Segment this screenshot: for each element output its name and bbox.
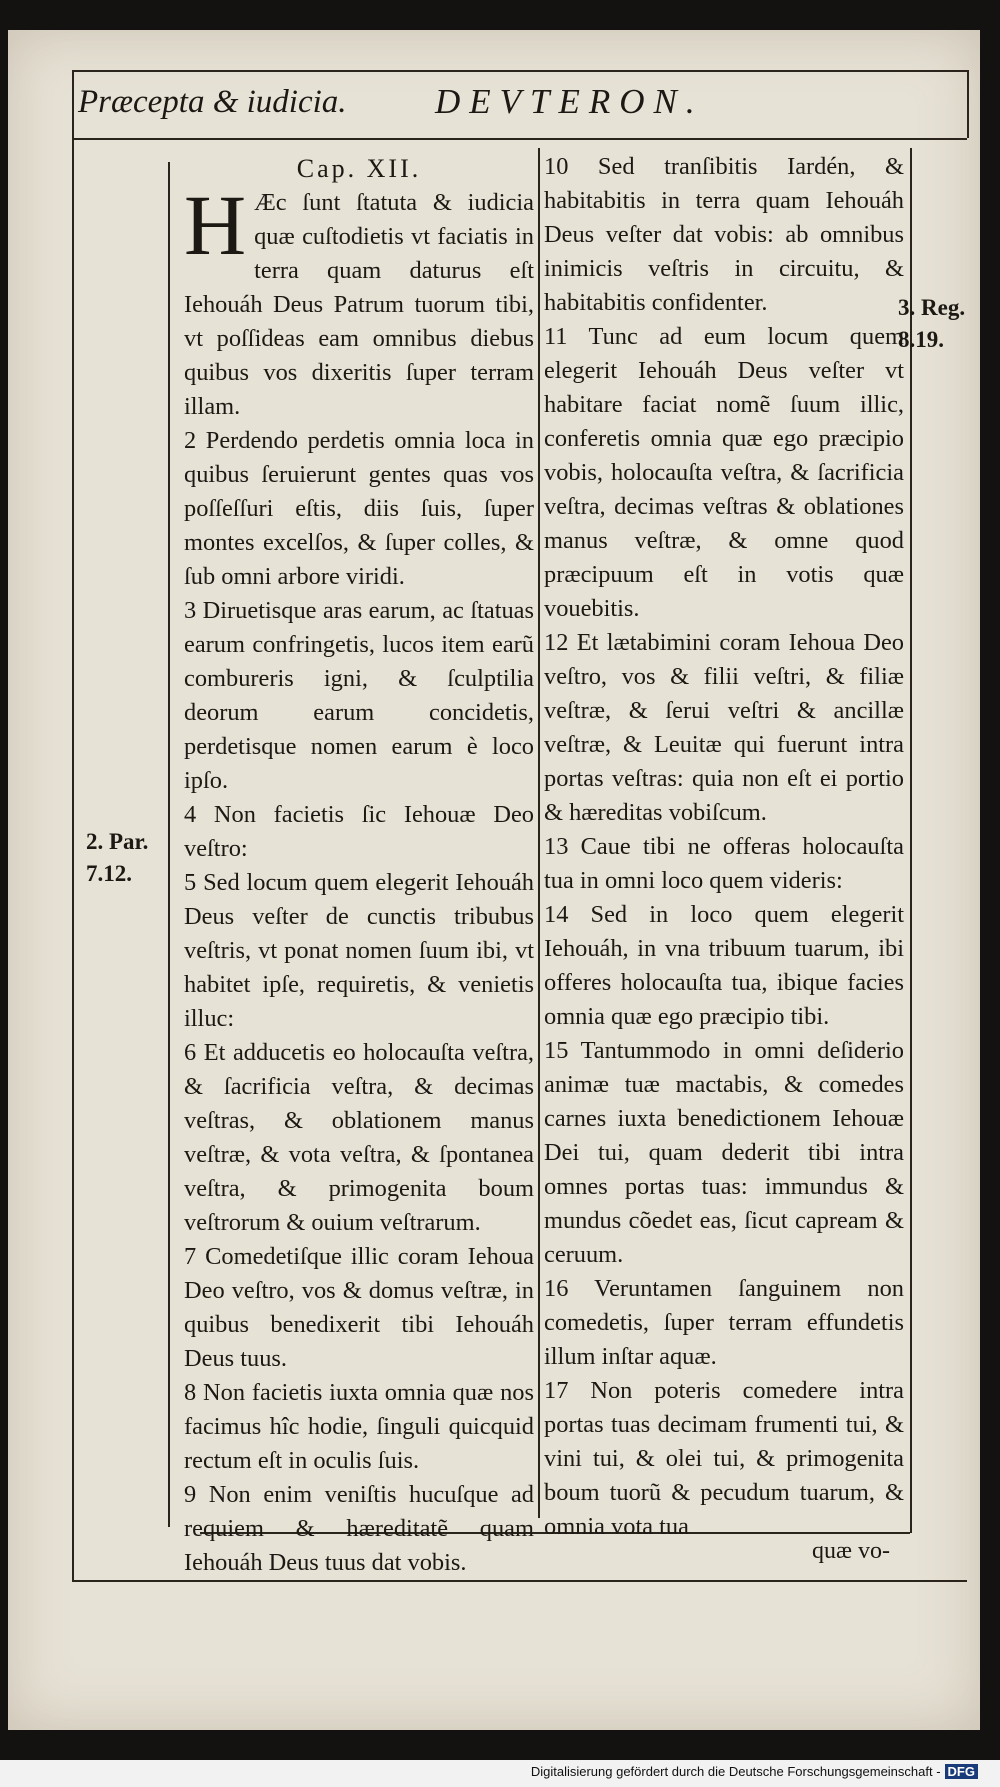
- verse-5: 5 Sed locum quem elegerit Iehouáh Deus veſter de cunctis tribubus veſtris, vt ponat nomen ſuum ibi, vt habitet ipſe, requiretis, & venietis illuc:: [184, 869, 534, 1032]
- verse-2: 2 Perdendo perdetis omnia loca in quibus ſeruierunt gentes quas vos poſſeſſuri eſtis, diis ſuis, ſuper montes excelſos, & ſuper colles, & ſub omni arbore viridi.: [184, 427, 534, 590]
- frame-rule-top: [72, 70, 967, 72]
- catchword: quæ vo-: [812, 1538, 890, 1564]
- dfg-logo: DFG: [945, 1764, 978, 1779]
- verse-16: 16 Veruntamen ſanguinem non comedetis, ſuper terram effundetis illum inſtar aquæ.: [544, 1275, 904, 1370]
- verse-1-text: Æc ſunt ſtatuta & iudicia quæ cuſtodietis vt faciatis in terra quam daturus eſt Iehouáh Deus Patrum tuorum tibi, vt poſſideas eam omnibus diebus quibus vos dixeritis ſuper terram illam.: [184, 189, 534, 420]
- chapter-heading: Cap. XII.: [296, 154, 422, 183]
- running-head-title: DEVTERON.: [435, 82, 704, 121]
- verse-6: 6 Et adducetis eo holocauſta veſtra, & ſacrificia veſtra, & decimas veſtras, & oblationem manus veſtræ, & vota veſtra, & ſpontanea veſtra, & primogenita boum veſtrorum & ouium veſtrarum.: [184, 1039, 534, 1236]
- verse-12: 12 Et lætabimini coram Iehoua Deo veſtro, vos & filii veſtri, & filiæ veſtræ, & ſerui veſtri & ancillæ veſtræ, & Leuitæ qui fuerunt intra portas veſtras: quia non eſt ei portio & hæreditas vobiſcum.: [544, 629, 904, 826]
- column-rule-middle: [538, 148, 540, 1518]
- verse-17: 17 Non poteris comedere intra portas tuas decimam frumenti tui, & vini tui, & olei tui, & primogenita boum tuorũ & pecudum tuarum, & omnia vota tua: [544, 1377, 904, 1540]
- running-head-left: Præcepta & iudicia.: [78, 84, 347, 120]
- verse-10: 10 Sed tranſibitis Iardén, & habitabitis in terra quam Iehouáh Deus veſter dat vobis: ab omnibus inimicis veſtris in circuitu, & habitabitis confidenter.: [544, 153, 904, 316]
- frame-rule-left: [72, 70, 74, 1580]
- header-rule: [72, 138, 967, 140]
- margin-note-left: 2. Par. 7.12.: [86, 829, 149, 886]
- verse-3: 3 Diruetisque aras earum, ac ſtatuas earum confringetis, lucos item earũ combureris igni, & ſculptilia deorum earum concidetis, perdetisque nomen earum è loco ipſo.: [184, 597, 534, 794]
- footer-credit: [531, 1764, 978, 1779]
- drop-capital: H: [184, 177, 247, 273]
- verse-1: [184, 177, 534, 424]
- margin-note-right: 3. Reg. 8.19.: [898, 295, 966, 352]
- frame-rule-bottom: [72, 1580, 967, 1582]
- column-rule-left: [168, 162, 170, 1527]
- verse-4: 4 Non facietis ſic Iehouæ Deo veſtro:: [184, 801, 534, 862]
- verse-9: 9 Non enim veniſtis hucuſque ad requiem & hæreditatẽ quam Iehouáh Deus tuus dat vobis.: [184, 1481, 534, 1576]
- verse-14: 14 Sed in loco quem elegerit Iehouáh, in vna tribuum tuarum, ibi offeres holocauſta tua, ibique facies omnia quæ ego præcipio tibi.: [544, 901, 904, 1030]
- left-text-column: [184, 152, 534, 1580]
- right-text-column: [544, 150, 904, 1544]
- verse-8: 8 Non facietis iuxta omnia quæ nos facimus hîc hodie, ſinguli quicquid rectum eſt in oculis ſuis.: [184, 1379, 534, 1474]
- footer-credit-text: Digitalisierung gefördert durch die Deutsche Forschungsgemeinschaft -: [530, 1764, 941, 1779]
- verse-7: 7 Comedetiſque illic coram Iehoua Deo veſtro, vos & domus veſtræ, in quibus benedixerit tibi Iehouáh Deus tuus.: [184, 1243, 534, 1372]
- verse-11: 11 Tunc ad eum locum quem elegerit Iehouáh Deus veſter vt habitare faciat nomẽ ſuum illic, conferetis omnia quæ ego præcipio vobis, holocauſta veſtra, & ſacrificia veſtra, decimas veſtras & oblationes manus veſtræ, & omne quod præcipuum eſt in votis quæ vouebitis.: [544, 323, 904, 622]
- frame-rule-right: [967, 70, 969, 138]
- verse-15: 15 Tantummodo in omni deſiderio animæ tuæ mactabis, & comedes carnes iuxta benedictionem Iehouæ Dei tui, quam dederit tibi intra omnes portas tuas: immundus & mundus cõedet eas, ſicut capream & ceruum.: [544, 1037, 904, 1268]
- verse-13: 13 Caue tibi ne offeras holocauſta tua in omni loco quem videris:: [544, 833, 904, 894]
